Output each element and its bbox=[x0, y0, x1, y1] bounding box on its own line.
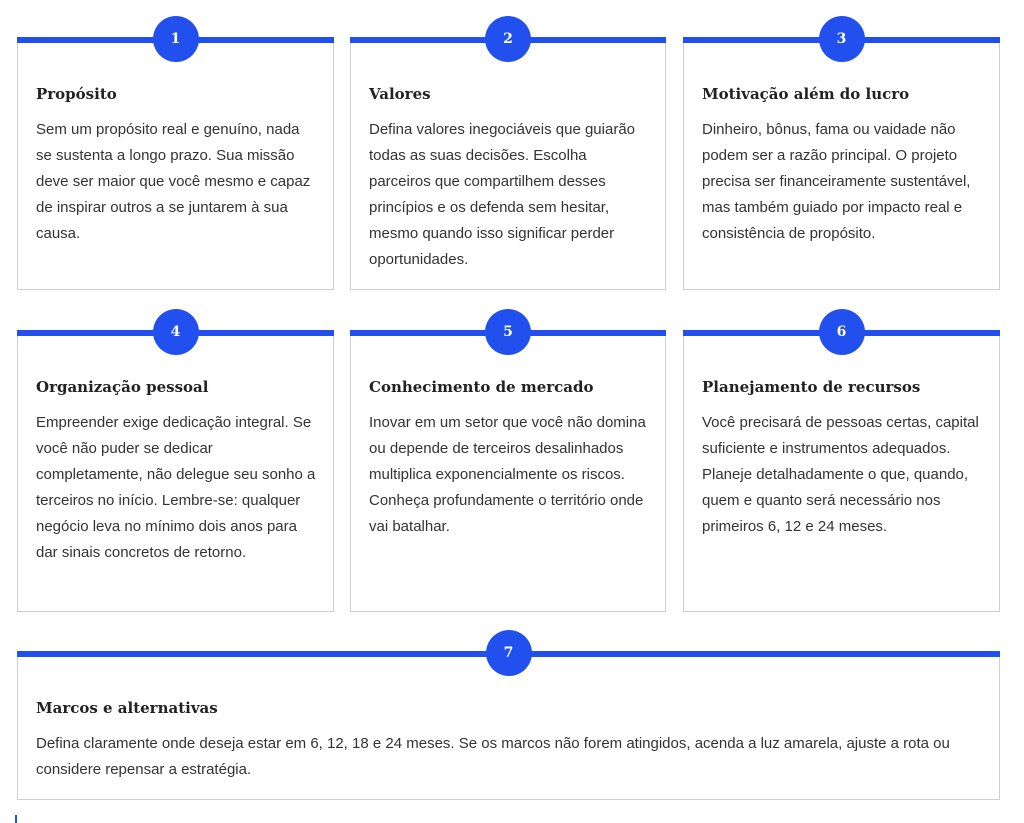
step-number-badge: 3 bbox=[819, 16, 865, 62]
step-title: Organização pessoal bbox=[36, 378, 209, 396]
step-number-badge: 4 bbox=[153, 309, 199, 355]
step-description: Defina claramente onde deseja estar em 6, 12, 18 e 24 meses. Se os marcos não forem atingidos, acenda a luz amarela, ajuste a rota ou considere repensar a estratégia. bbox=[36, 735, 950, 778]
step-description: Inovar em um setor que você não domina ou depende de terceiros desalinhados multiplica exponencialmente os riscos. Conheça profundamente o território onde vai batalhar. bbox=[369, 414, 646, 535]
step-title: Marcos e alternativas bbox=[36, 699, 218, 717]
step-description: Empreender exige dedicação integral. Se você não puder se dedicar completamente, não delegue seu sonho a terceiros no início. Lembre-se: qualquer negócio leva no mínimo dois anos para dar sinais concretos de retorno. bbox=[36, 414, 316, 561]
step-card-1 bbox=[17, 31, 334, 290]
step-card-4 bbox=[17, 324, 334, 612]
step-title: Conhecimento de mercado bbox=[369, 378, 594, 396]
step-number-badge: 7 bbox=[486, 630, 532, 676]
step-card-6 bbox=[683, 324, 1000, 612]
step-number-badge: 2 bbox=[485, 16, 531, 62]
step-title: Propósito bbox=[36, 85, 117, 103]
step-number-badge: 6 bbox=[819, 309, 865, 355]
step-description: Você precisará de pessoas certas, capital suficiente e instrumentos adequados. Planeje detalhadamente o que, quando, quem e quanto será necessário nos primeiros 6, 12 e 24 meses. bbox=[702, 414, 979, 535]
step-number-badge: 5 bbox=[485, 309, 531, 355]
step-card-3 bbox=[683, 31, 1000, 290]
step-description: Sem um propósito real e genuíno, nada se sustenta a longo prazo. Sua missão deve ser maior que você mesmo e capaz de inspirar outros a se juntarem à sua causa. bbox=[36, 121, 311, 242]
step-description: Dinheiro, bônus, fama ou vaidade não podem ser a razão principal. O projeto precisa ser financeiramente sustentável, mas também guiado por impacto real e consistência de propósito. bbox=[702, 121, 971, 242]
step-title: Motivação além do lucro bbox=[702, 85, 910, 103]
step-title: Valores bbox=[369, 85, 431, 103]
step-title: Planejamento de recursos bbox=[702, 378, 921, 396]
step-card-5 bbox=[350, 324, 666, 612]
text-cursor-marker bbox=[15, 815, 17, 823]
step-description: Defina valores inegociáveis que guiarão todas as suas decisões. Escolha parceiros que compartilhem desses princípios e os defenda sem hesitar, mesmo quando isso significar perder oportunidades. bbox=[369, 121, 636, 268]
step-card-2 bbox=[350, 31, 666, 290]
step-card-7 bbox=[17, 645, 1000, 800]
step-number-badge: 1 bbox=[153, 16, 199, 62]
